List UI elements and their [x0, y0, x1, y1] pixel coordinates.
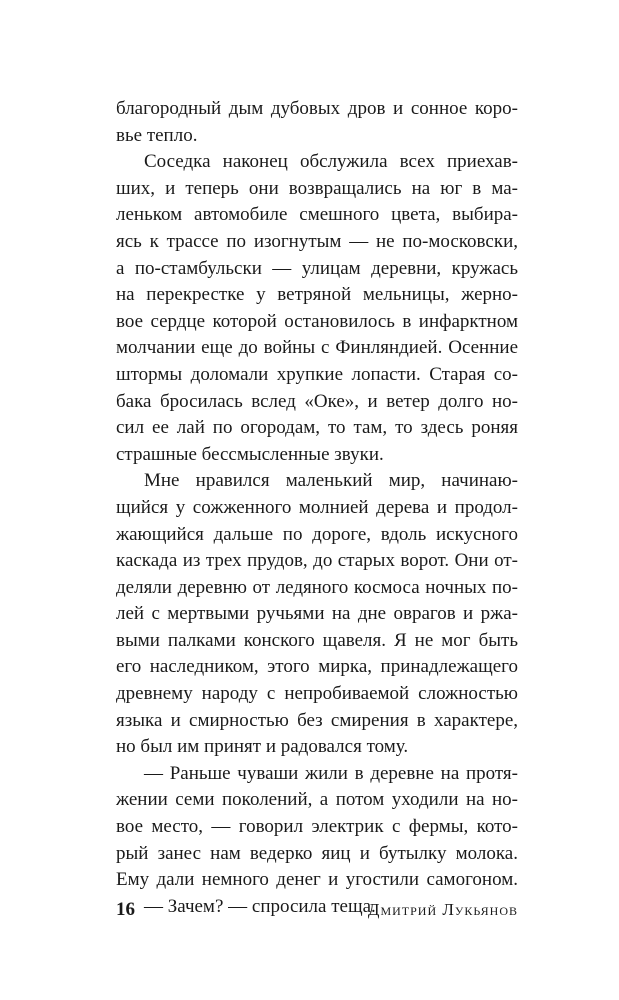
text-line: языка и смирностью без смирения в характере,	[116, 709, 518, 731]
text-line: жении семи поколений, а потом уходили на но-	[116, 789, 518, 811]
text-line: рый занес нам ведерко яиц и бутылку молока.	[116, 842, 518, 864]
text-line: его наследником, этого мирка, принадлежащего	[116, 656, 518, 678]
text-line: — Раньше чуваши жили в деревне на протя-	[144, 762, 518, 784]
text-line: щийся у сожженного молнией дерева и продол-	[116, 496, 518, 518]
text-line: сил ее лай по огородам, то там, то здесь роняя	[116, 417, 518, 439]
text-line: жающийся дальше по дороге, вдоль искусного	[116, 523, 518, 545]
text-line: ясь к трассе по изогнутым — не по-московски,	[116, 230, 518, 252]
text-line: леньком автомобиле смешного цвета, выбира-	[116, 204, 518, 226]
text-line: вое место, — говорил электрик с фермы, кото-	[116, 816, 518, 838]
text-line: вье тепло.	[116, 124, 198, 146]
page-number: 16	[116, 899, 135, 920]
text-line: лей с мертвыми ручьями на дне оврагов и ржа-	[116, 603, 518, 625]
text-line: бака бросилась вслед «Оке», и ветер долго но-	[116, 390, 518, 412]
text-line: деляли деревню от ледяного космоса ночных по-	[116, 576, 518, 598]
page-footer	[116, 897, 518, 923]
running-head-author: Дмитрий Лукьянов	[367, 900, 518, 919]
text-line: молчании еще до войны с Финляндией. Осенние	[116, 337, 518, 359]
text-line: — Зачем? — спросила теща.	[144, 895, 376, 917]
text-line: выми палками конского щавеля. Я не мог быть	[116, 629, 518, 651]
text-line: штормы доломали хрупкие лопасти. Старая со-	[116, 363, 518, 385]
text-line: Соседка наконец обслужила всех приехав-	[144, 151, 518, 173]
text-line: благородный дым дубовых дров и сонное коро-	[116, 98, 518, 119]
text-line: каскада из трех прудов, до старых ворот. Они от-	[116, 550, 518, 572]
text-line: а по-стамбульски — улицам деревни, кружась	[116, 257, 518, 279]
text-line: вое сердце которой остановилось в инфарктном	[116, 310, 518, 332]
text-line: страшные бессмысленные звуки.	[116, 443, 384, 465]
text-line: Ему дали немного денег и угостили самогоном.	[116, 869, 518, 891]
text-line: древнему народу с непробиваемой сложностью	[116, 683, 518, 705]
text-line: на перекрестке у ветряной мельницы, жерно-	[116, 284, 518, 306]
text-line: но был им принят и радовался тому.	[116, 736, 409, 758]
main-text-block	[116, 96, 518, 920]
text-line: ших, и теперь они возвращались на юг в ма-	[116, 177, 518, 199]
text-line: Мне нравился маленький мир, начинаю-	[144, 470, 518, 492]
